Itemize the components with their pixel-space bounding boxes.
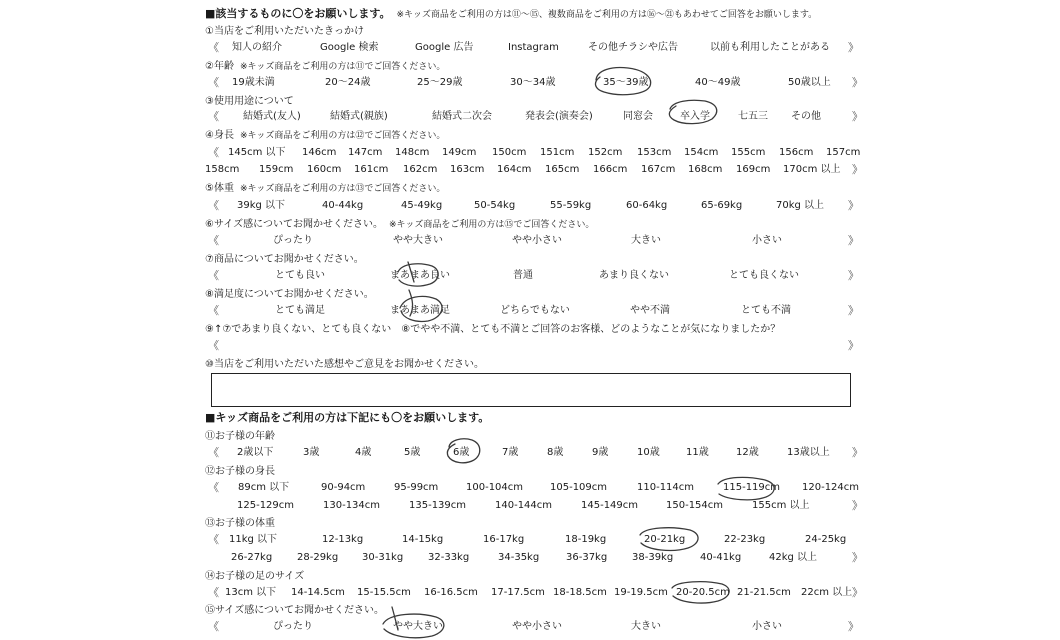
answer-option[interactable]: 135-139cm	[409, 500, 467, 511]
answer-option[interactable]: 155cm 以上	[752, 500, 810, 511]
answer-option[interactable]: 9歳	[592, 447, 609, 458]
answer-option[interactable]: 小さい	[752, 621, 782, 632]
answer-option[interactable]: 153cm	[637, 147, 672, 158]
answer-option[interactable]: 8歳	[547, 447, 564, 458]
open-bracket: 《	[208, 481, 219, 494]
answer-option[interactable]: 13cm 以下	[225, 587, 277, 598]
answer-option[interactable]: 150-154cm	[666, 500, 724, 511]
answer-option[interactable]: 以前も利用したことがある	[710, 42, 830, 53]
open-bracket: 《	[208, 304, 219, 317]
answer-option[interactable]: 45-49kg	[401, 200, 443, 211]
answer-option[interactable]: まあまあ満足	[390, 305, 450, 316]
answer-option[interactable]: 65-69kg	[701, 200, 743, 211]
open-bracket: 《	[208, 76, 219, 89]
answer-option[interactable]: 125-129cm	[237, 500, 295, 511]
answer-option[interactable]: 19歳未満	[232, 77, 275, 88]
answer-option[interactable]: どちらでもない	[500, 305, 570, 316]
answer-option[interactable]: 10歳	[637, 447, 660, 458]
answer-option[interactable]: 150cm	[492, 147, 527, 158]
answer-option[interactable]: 146cm	[302, 147, 337, 158]
answer-option[interactable]: 120-124cm	[802, 482, 860, 493]
answer-option[interactable]: 100-104cm	[466, 482, 524, 493]
answer-option[interactable]: 151cm	[540, 147, 575, 158]
answer-option[interactable]: ぴったり	[273, 235, 313, 246]
q8-label: ⑧満足度についてお聞かせください。	[205, 289, 374, 300]
answer-option[interactable]: 159cm	[259, 164, 294, 175]
answer-option[interactable]: 21-21.5cm	[737, 587, 791, 598]
answer-option[interactable]: 30〜34歳	[510, 77, 556, 88]
answer-option[interactable]: Google 検索	[320, 42, 379, 53]
open-bracket: 《	[208, 146, 219, 159]
close-bracket: 》	[848, 269, 859, 282]
answer-option[interactable]: 32-33kg	[428, 552, 470, 563]
answer-option[interactable]: 22-23kg	[724, 534, 766, 545]
q13-label: ⑬お子様の体重	[205, 518, 275, 529]
answer-option[interactable]: 110-114cm	[637, 482, 695, 493]
answer-option[interactable]: 156cm	[779, 147, 814, 158]
answer-option[interactable]: あまり良くない	[599, 270, 669, 281]
answer-option[interactable]: やや大きい	[393, 621, 443, 632]
answer-option[interactable]: 161cm	[354, 164, 389, 175]
answer-option[interactable]: 19-19.5cm	[614, 587, 668, 598]
answer-option[interactable]: 2歳以下	[237, 447, 274, 458]
open-bracket: 《	[208, 339, 219, 352]
close-bracket: 》	[852, 163, 863, 176]
answer-option[interactable]: 95-99cm	[394, 482, 439, 493]
section1-header: ■該当するものに〇をお願いします。 ※キッズ商品をご利用の方は⑪〜⑮、複数商品をご利用の方は⑯〜㉑もあわせてご回答をお願いします。	[205, 7, 818, 20]
open-bracket: 《	[208, 269, 219, 282]
answer-option[interactable]: 165cm	[545, 164, 580, 175]
answer-option[interactable]: 115-119cm	[723, 482, 781, 493]
answer-option[interactable]: 7歳	[502, 447, 519, 458]
close-bracket: 》	[852, 586, 863, 599]
answer-option[interactable]: まあまあ良い	[390, 270, 450, 281]
close-bracket: 》	[852, 551, 863, 564]
answer-option[interactable]: 105-109cm	[550, 482, 608, 493]
answer-option[interactable]: 15-15.5cm	[357, 587, 411, 598]
open-bracket: 《	[208, 199, 219, 212]
answer-option[interactable]: 小さい	[752, 235, 782, 246]
answer-option[interactable]: 166cm	[593, 164, 628, 175]
answer-option[interactable]: 24-25kg	[805, 534, 847, 545]
answer-option[interactable]: とても良くない	[729, 270, 799, 281]
answer-option[interactable]: 14-15kg	[402, 534, 444, 545]
answer-option[interactable]: 11kg 以下	[229, 534, 278, 545]
q12-label: ⑫お子様の身長	[205, 466, 275, 477]
answer-option[interactable]: 知人の紹介	[232, 42, 282, 53]
answer-option[interactable]: 163cm	[450, 164, 485, 175]
answer-option[interactable]: 162cm	[403, 164, 438, 175]
answer-option[interactable]: 35〜39歳	[603, 77, 649, 88]
answer-option[interactable]: 167cm	[641, 164, 676, 175]
answer-option[interactable]: 28-29kg	[297, 552, 339, 563]
answer-option[interactable]: 大きい	[631, 235, 661, 246]
close-bracket: 》	[852, 446, 863, 459]
q2-label: ②年齢 ※キッズ商品をご利用の方は⑪でご回答ください。	[205, 61, 446, 72]
answer-option[interactable]: 39kg 以下	[237, 200, 286, 211]
answer-option[interactable]: 154cm	[684, 147, 719, 158]
answer-option[interactable]: 12-13kg	[322, 534, 364, 545]
answer-option[interactable]: 40-41kg	[700, 552, 742, 563]
answer-option[interactable]: 20-21kg	[644, 534, 686, 545]
q15-label: ⑮サイズ感についてお聞かせください。	[205, 605, 384, 616]
answer-option[interactable]: やや小さい	[512, 621, 562, 632]
section2-header: ■キッズ商品をご利用の方は下記にも〇をお願いします。	[205, 411, 490, 424]
answer-option[interactable]: 160cm	[307, 164, 342, 175]
answer-option[interactable]: 結婚式(友人)	[243, 111, 301, 122]
answer-option[interactable]: Instagram	[508, 42, 559, 53]
answer-option[interactable]: 38-39kg	[632, 552, 674, 563]
open-bracket: 《	[208, 620, 219, 633]
close-bracket: 》	[852, 499, 863, 512]
answer-option[interactable]: とても不満	[741, 305, 791, 316]
q14-label: ⑭お子様の足のサイズ	[205, 571, 305, 582]
answer-option[interactable]: 11歳	[686, 447, 709, 458]
answer-option[interactable]: 168cm	[688, 164, 723, 175]
q6-label: ⑥サイズ感についてお聞かせください。 ※キッズ商品をご利用の方は⑮でご回答ください。	[205, 219, 595, 230]
close-bracket: 》	[852, 110, 863, 123]
answer-option[interactable]: 145cm 以下	[228, 147, 286, 158]
answer-option[interactable]: 17-17.5cm	[491, 587, 545, 598]
answer-option[interactable]: 148cm	[395, 147, 430, 158]
answer-option[interactable]: 164cm	[497, 164, 532, 175]
answer-option[interactable]: 16-17kg	[483, 534, 525, 545]
answer-option[interactable]: 同窓会	[623, 111, 653, 122]
close-bracket: 》	[848, 339, 859, 352]
answer-option[interactable]: やや小さい	[512, 235, 562, 246]
close-bracket: 》	[848, 234, 859, 247]
q10-comment-box[interactable]	[211, 373, 851, 407]
answer-option[interactable]: 157cm	[826, 147, 861, 158]
close-bracket: 》	[848, 304, 859, 317]
answer-option[interactable]: 卒入学	[680, 111, 710, 122]
answer-option[interactable]: 89cm 以下	[238, 482, 290, 493]
answer-option[interactable]: 3歳	[303, 447, 320, 458]
open-bracket: 《	[208, 446, 219, 459]
answer-option[interactable]: Google 広告	[415, 42, 474, 53]
answer-option[interactable]: 34-35kg	[498, 552, 540, 563]
answer-option[interactable]: 6歳	[453, 447, 470, 458]
answer-option[interactable]: 140-144cm	[495, 500, 553, 511]
answer-option[interactable]: 40〜49歳	[695, 77, 741, 88]
answer-option[interactable]: 90-94cm	[321, 482, 366, 493]
answer-option[interactable]: 147cm	[348, 147, 383, 158]
answer-option[interactable]: とても満足	[275, 305, 325, 316]
close-bracket: 》	[852, 76, 863, 89]
q7-label: ⑦商品についてお聞かせください。	[205, 254, 364, 265]
answer-option[interactable]: 結婚式(親族)	[330, 111, 388, 122]
answer-option[interactable]: とても良い	[275, 270, 325, 281]
answer-option[interactable]: 158cm	[205, 164, 240, 175]
answer-option[interactable]: 55-59kg	[550, 200, 592, 211]
answer-option[interactable]: 155cm	[731, 147, 766, 158]
answer-option[interactable]: 20-20.5cm	[676, 587, 730, 598]
q9-label: ⑨↑⑦であまり良くない、とても良くない ⑧でやや不満、とても不満とご回答のお客様、どのようなことが気になりましたか？	[205, 324, 781, 335]
answer-option[interactable]: 20〜24歳	[325, 77, 371, 88]
open-bracket: 《	[208, 41, 219, 54]
close-bracket: 》	[848, 41, 859, 54]
answer-option[interactable]: 発表会(演奏会)	[525, 111, 593, 122]
answer-option[interactable]: 42kg 以上	[769, 552, 818, 563]
answer-option[interactable]: 12歳	[736, 447, 759, 458]
answer-option[interactable]: 50-54kg	[474, 200, 516, 211]
answer-option[interactable]: 130-134cm	[323, 500, 381, 511]
answer-option[interactable]: 50歳以上	[788, 77, 831, 88]
open-bracket: 《	[208, 533, 219, 546]
close-bracket: 》	[848, 199, 859, 212]
answer-option[interactable]: やや大きい	[393, 235, 443, 246]
answer-option[interactable]: 169cm	[736, 164, 771, 175]
answer-option[interactable]: 16-16.5cm	[424, 587, 478, 598]
open-bracket: 《	[208, 110, 219, 123]
answer-option[interactable]: 36-37kg	[566, 552, 608, 563]
answer-option[interactable]: その他	[791, 111, 821, 122]
answer-option[interactable]: 30-31kg	[362, 552, 404, 563]
answer-option[interactable]: 13歳以上	[787, 447, 830, 458]
q10-label: ⑩当店をご利用いただいた感想やご意見をお聞かせください。	[205, 359, 484, 370]
answer-option[interactable]: 170cm 以上	[783, 164, 841, 175]
answer-option[interactable]: 18-19kg	[565, 534, 607, 545]
q11-label: ⑪お子様の年齢	[205, 431, 275, 442]
answer-option[interactable]: 結婚式二次会	[432, 111, 492, 122]
answer-option[interactable]: 152cm	[588, 147, 623, 158]
answer-option[interactable]: 14-14.5cm	[291, 587, 345, 598]
answer-option[interactable]: ぴったり	[273, 621, 313, 632]
answer-option[interactable]: 40-44kg	[322, 200, 364, 211]
answer-option[interactable]: その他チラシや広告	[588, 42, 678, 53]
close-bracket: 》	[848, 620, 859, 633]
answer-option[interactable]: 大きい	[631, 621, 661, 632]
answer-option[interactable]: 普通	[513, 270, 533, 281]
q5-label: ⑤体重 ※キッズ商品をご利用の方は⑬でご回答ください。	[205, 183, 446, 194]
answer-option[interactable]: やや不満	[630, 305, 670, 316]
q1-label: ①当店をご利用いただいたきっかけ	[205, 26, 364, 37]
answer-option[interactable]: 70kg 以上	[776, 200, 825, 211]
answer-option[interactable]: 七五三	[738, 111, 768, 122]
answer-option[interactable]: 4歳	[355, 447, 372, 458]
answer-option[interactable]: 18-18.5cm	[553, 587, 607, 598]
open-bracket: 《	[208, 586, 219, 599]
answer-option[interactable]: 145-149cm	[581, 500, 639, 511]
answer-option[interactable]: 22cm 以上	[801, 587, 853, 598]
answer-option[interactable]: 149cm	[442, 147, 477, 158]
open-bracket: 《	[208, 234, 219, 247]
answer-option[interactable]: 25〜29歳	[417, 77, 463, 88]
answer-option[interactable]: 26-27kg	[231, 552, 273, 563]
answer-option[interactable]: 60-64kg	[626, 200, 668, 211]
answer-option[interactable]: 5歳	[404, 447, 421, 458]
q3-label: ③使用用途について	[205, 96, 294, 107]
q4-label: ④身長 ※キッズ商品をご利用の方は⑫でご回答ください。	[205, 130, 446, 141]
